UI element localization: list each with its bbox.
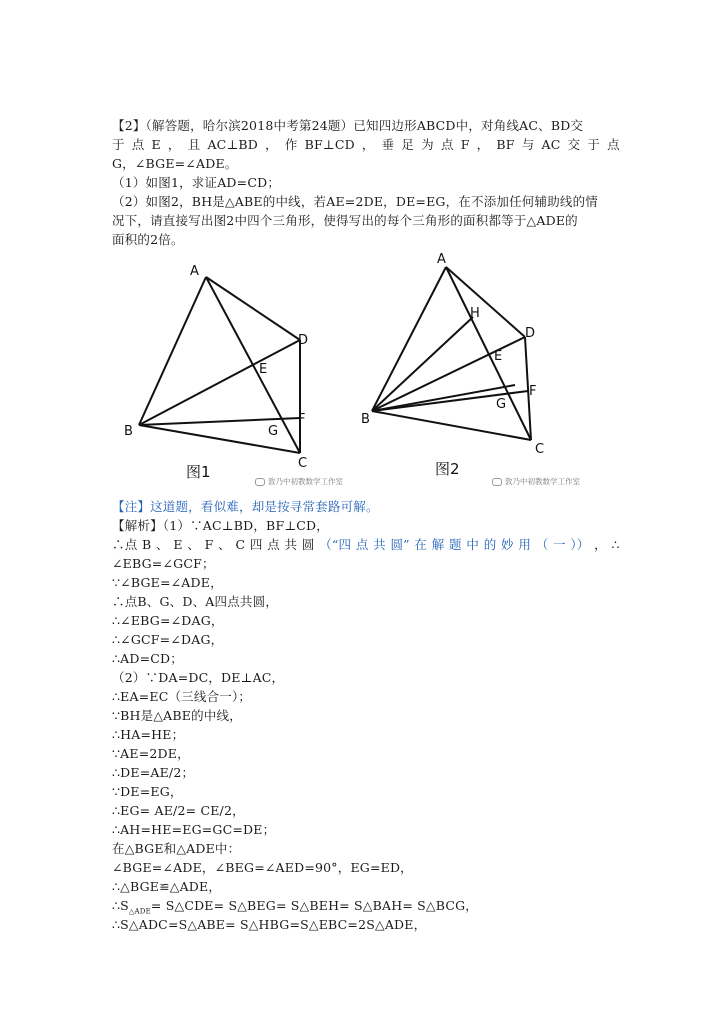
problem-line-2: 于 点 E ， 且 AC⊥BD ， 作 BF⊥CD ， 垂 足 为 点 F ， BF 与 AC 交 于 点 (112, 137, 620, 152)
fig2-label-G: G (496, 397, 507, 412)
figure-2-caption: 图2 (435, 460, 460, 478)
figure-1 (118, 255, 328, 485)
note-line: 【注】这道题，看似难，却是按寻常套路可解。 (112, 499, 379, 514)
fig1-label-G: G (268, 424, 279, 439)
fig1-label-B: B (124, 424, 133, 439)
figure-1-caption: 图1 (186, 463, 211, 481)
chat-icon (255, 478, 265, 486)
solution-line-14: ∴DE=AE/2； (112, 765, 195, 780)
figure-1-watermark: 敦乃中初教数学工作室 (255, 476, 343, 487)
fig1-label-A: A (190, 264, 199, 279)
solution-line-10: ∴EA=EC（三线合一）； (112, 689, 252, 704)
fig2-label-E: E (494, 349, 503, 364)
fig2-label-A: A (437, 252, 446, 267)
problem-part-2: （2）如图2，BH是△ABE的中线，若AE=2DE，DE=EG，在不添加任何辅助线的情 (112, 194, 598, 209)
solution-line-18: 在△BGE和△ADE中： (112, 841, 241, 856)
solution-line-8: ∴AD=CD； (112, 651, 183, 666)
figure-2-watermark: 敦乃中初教数学工作室 (492, 476, 580, 487)
fig2-label-D: D (525, 326, 536, 341)
problem-part-2-cont: 况下，请直接写出图2中四个三角形，使得写出的每个三角形的面积都等于△ADE的 (112, 213, 578, 228)
fig2-label-H: H (470, 306, 480, 321)
solution-line-13: ∵AE=2DE， (112, 746, 190, 761)
fig1-label-C: C (298, 456, 308, 471)
fig1-label-F: F (298, 412, 306, 427)
fig2-label-F: F (529, 384, 537, 399)
fig1-label-E: E (259, 362, 268, 377)
problem-line-3: G，∠BGE=∠ADE。 (112, 156, 238, 171)
solution-line-19: ∠BGE=∠ADE，∠BEG=∠AED=90°，EG=ED， (112, 860, 413, 875)
solution-line-22: ∴S△ADC=S△ABE= S△HBG=S△EBC=2S△ADE， (112, 917, 427, 932)
problem-line-1: 【2】（解答题，哈尔滨2018中考第24题）已知四边形ABCD中，对角线AC、BD交 (112, 118, 584, 133)
solution-line-7: ∴∠GCF=∠DAG， (112, 632, 224, 647)
fig1-label-D: D (298, 333, 309, 348)
fig2-label-B: B (361, 412, 370, 427)
solution-line-20: ∴△BGE≌△ADE， (112, 879, 222, 894)
solution-line-17: ∴AH=HE=EG=GC=DE； (112, 822, 276, 837)
fig2-label-C: C (535, 442, 545, 457)
figure-2-lines (372, 267, 531, 440)
solution-line-16: ∴EG= AE/2= CE/2， (112, 803, 245, 818)
solution-line-2: ∴点 B 、 E 、 F 、 C 四 点 共 圆 （“四 点 共 圆” 在 解 题 中 的 妙 用 （ 一 ）） ， ∴ (112, 537, 620, 552)
solution-line-5: ∴点B、G、D、A四点共圆， (112, 594, 279, 609)
solution-line-11: ∵BH是△ABE的中线， (112, 708, 242, 723)
solution-line-6: ∴∠EBG=∠DAG， (112, 613, 224, 628)
solution-line-15: ∵DE=EG， (112, 784, 183, 799)
solution-line-12: ∴HA=HE； (112, 727, 185, 742)
solution-line-21: $\therefore S_{\triangle ADE}=$ S△CDE= S△BEG= S△BEH= S△BAH= S△BCG， (112, 898, 479, 916)
solution-line-1: 【解析】（1）∵AC⊥BD，BF⊥CD， (112, 518, 329, 533)
solution-line-9: （2）∵DA=DC，DE⊥AC， (112, 670, 285, 685)
solution-line-4: ∵∠BGE=∠ADE， (112, 575, 223, 590)
chat-icon (492, 478, 502, 486)
problem-part-2-end: 面积的2倍。 (112, 232, 184, 247)
solution-line-3: ∠EBG=∠GCF； (112, 556, 215, 571)
figure-2 (355, 245, 565, 465)
problem-part-1: （1）如图1，求证AD=CD； (112, 175, 281, 190)
